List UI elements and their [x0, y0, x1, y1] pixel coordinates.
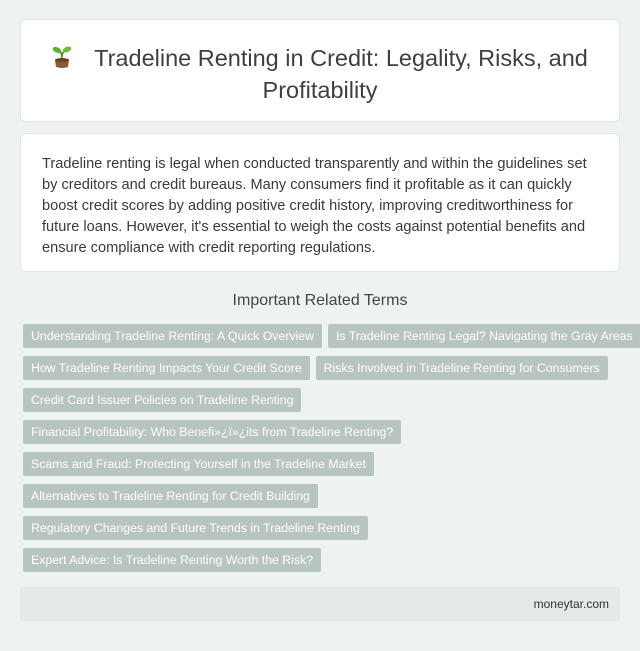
tag-row: [23, 452, 623, 476]
related-term-tag[interactable]: Alternatives to Tradeline Renting for Credit Building: [23, 484, 318, 508]
related-term-tag[interactable]: Risks Involved in Tradeline Renting for Consumers: [316, 356, 608, 380]
related-term-tag[interactable]: Expert Advice: Is Tradeline Renting Worth the Risk?: [23, 548, 321, 572]
related-term-tag[interactable]: How Tradeline Renting Impacts Your Credit Score: [23, 356, 310, 380]
footer: [20, 587, 620, 621]
related-term-tag[interactable]: Is Tradeline Renting Legal? Navigating the Gray Areas: [328, 324, 640, 348]
footer-site-link[interactable]: moneytar.com: [533, 597, 609, 611]
related-term-tag[interactable]: Regulatory Changes and Future Trends in Tradeline Renting: [23, 516, 368, 540]
related-term-tag[interactable]: Scams and Fraud: Protecting Yourself in the Tradeline Market: [23, 452, 374, 476]
title-text: Tradeline Renting in Credit: Legality, Risks, and Profitability: [94, 45, 588, 103]
title-card: [20, 19, 620, 122]
related-terms-heading: Important Related Terms: [232, 292, 408, 309]
tag-row: [23, 420, 623, 444]
tag-row: [23, 516, 623, 540]
related-term-tag[interactable]: Understanding Tradeline Renting: A Quick Overview: [23, 324, 322, 348]
sprout-icon: [52, 45, 72, 76]
page-title: [21, 44, 619, 105]
related-terms-list: [23, 324, 633, 580]
related-term-tag[interactable]: Credit Card Issuer Policies on Tradeline Renting: [23, 388, 301, 412]
tag-row: [23, 356, 623, 380]
summary-card: [20, 133, 620, 272]
tag-row: [23, 388, 623, 412]
summary-text: Tradeline renting is legal when conducted transparently and within the guidelines set by creditors and credit bureaus. Many consumers find it profitable as it can quickly boost credit scores by adding positive credit history, improving creditworthiness for future loans. However, it's essential to weigh the costs against potential benefits and ensure compliance with credit reporting regulations.: [42, 156, 587, 256]
tag-row: [23, 324, 633, 348]
tag-row: [23, 548, 623, 572]
tag-row: [23, 484, 623, 508]
related-term-tag[interactable]: Financial Profitability: Who Benefi»¿ï»¿its from Tradeline Renting?: [23, 420, 401, 444]
